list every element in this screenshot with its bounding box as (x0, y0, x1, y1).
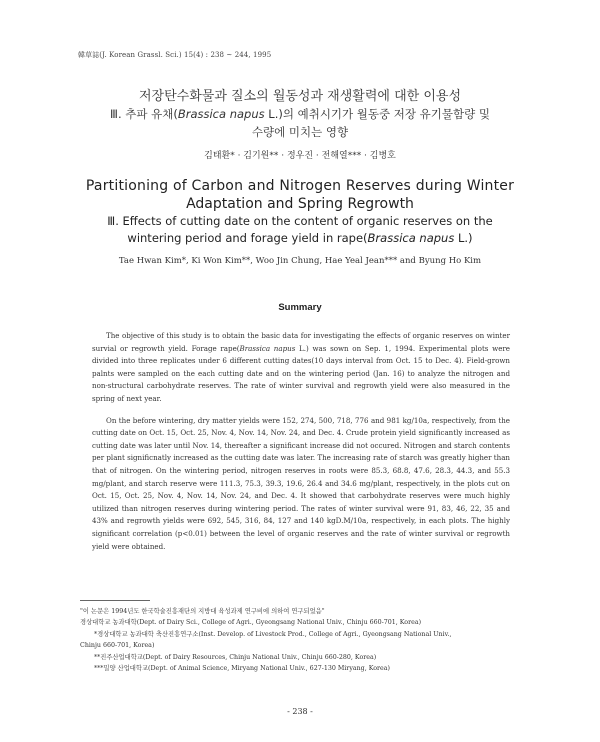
korean-title-line-2-prefix: Ⅲ. 추파 유채( (110, 107, 178, 121)
abstract-p1-text-a: The objective of this study is to obtain the basic data for investigating the effects of organic reserves on winter survial or regrowth yield. Forage rape( (92, 331, 510, 353)
english-title-line-4 (40, 231, 560, 245)
abstract-species: Brassica napus (239, 343, 296, 353)
english-title-line-2: Adaptation and Spring Regrowth (186, 196, 414, 212)
english-title-line-4-prefix: wintering period and forage yield in rape( (127, 231, 368, 245)
footnote-divider (80, 600, 150, 601)
abstract-body (92, 330, 510, 562)
footnote-affiliation-1: 경상대학교 농과대학(Dept. of Dairy Sci., College of Agri., Gyeongsang National Univ., Chinju 660-701, Korea) (80, 619, 422, 627)
abstract-p1-text-b: L.) was sown on Sep. 1, 1994. Experimental plots were divided into three replicates under 6 different cutting dates(10 days interval from Oct. 15 to Dec. 4). Field-grown palnts were sampled on the each cutting date and on the wintering period (Jan. 16) to analyze the nitrogen and non-structural carbohydrate reserves. The rate of winter survival and regrowth yield were also measured in the spring of next year. (92, 343, 510, 403)
summary-heading: Summary (278, 302, 322, 313)
korean-title-species: Brassica napus (177, 107, 265, 121)
footnote-affiliation-4: ***밀양 산업대학교(Dept. of Animal Science, Miryang National Univ., 627-130 Miryang, Korea) (94, 665, 390, 673)
abstract-paragraph-2: On the before wintering, dry matter yields were 152, 274, 500, 718, 776 and 981 kg/10a, respectively, from the cutting date on Oct. 15, Oct. 25, Nov. 4, Nov. 14, Nov. 24, and Dec. 4. Crude protein yield significantly increased as cutting date was later until Nov. 14, thereafter a significant increase did not occured. Nitrogen and starch contents per plant significnatly increased as the cutting date was later. The increasing rate of starch was greatly higher than that of nitrogen. On the wintering period, nitrogen reserves in roots were 85.3, 68.8, 47.6, 28.3, 44.3, and 55.3 mg/plant, and starch reserve were 111.3, 75.3, 39.3, 19.6, 26.4 and 34.6 mg/plant, respectively, in the plots cut on Oct. 15, Oct. 25, Nov. 4, Nov. 14, Nov. 24, and Dec. 4. It showed that carbohydrate reserves were much highly utilized than nitrogen reserves during wintering period. The rates of winter survival were 91, 83, 46, 22, 35 and 43% and regrowth yields were 692, 545, 316, 84, 127 and 140 kgD.M/10a, respectively, in each plots. The highly significant correlation (p<0.01) between the level of organic reserves and the rate of winter survival or regrowth yield were obtained. (92, 415, 510, 551)
english-authors: Tae Hwan Kim*, Ki Won Kim**, Woo Jin Chung, Hae Yeal Jean*** and Byung Ho Kim (118, 256, 482, 266)
korean-title-line-2-suffix: L.)의 예취시기가 월동중 저장 유기물함량 및 (264, 107, 490, 121)
korean-title-line-1: 저장탄수화물과 질소의 월동성과 재생활력에 대한 이용성 (138, 89, 462, 104)
english-title-species: Brassica napus (367, 231, 455, 245)
english-title-line-4-suffix: L.) (454, 231, 473, 245)
footnote-funding: "이 논문은 1994년도 한국학술진흥재단의 지방대 육성과제 연구비에 의하여 연구되었음" (80, 608, 325, 615)
journal-header: 韓草誌(J. Korean Grassl. Sci.) 15(4) : 238 ~ 244, 1995 (78, 51, 272, 59)
footnote-affiliation-2: *경상대학교 농과대학 축산진흥연구소(Inst. Develop. of Livestock Prod., College of Agri., Gyeongsang National Univ., (94, 630, 452, 638)
abstract-paragraph-1 (92, 330, 510, 406)
korean-title-line-2 (60, 106, 540, 122)
footnote-affiliation-3: **진주산업대학교(Dept. of Dairy Resources, Chinju National Univ., Chinju 660-280, Korea) (94, 653, 377, 661)
footnotes (80, 606, 520, 674)
page-number: - 238 - (287, 707, 313, 716)
english-title-line-1: Partitioning of Carbon and Nitrogen Reserves during Winter (85, 178, 515, 194)
english-title-line-3: Ⅲ. Effects of cutting date on the content of organic reserves on the (107, 214, 493, 228)
korean-title-line-3: 수량에 미치는 영향 (251, 125, 349, 139)
korean-authors: 김태환* · 김기원** · 정우진 · 전해열*** · 김병호 (204, 151, 396, 161)
footnote-affiliation-2-continued: Chinju 660-701, Korea) (80, 642, 155, 650)
